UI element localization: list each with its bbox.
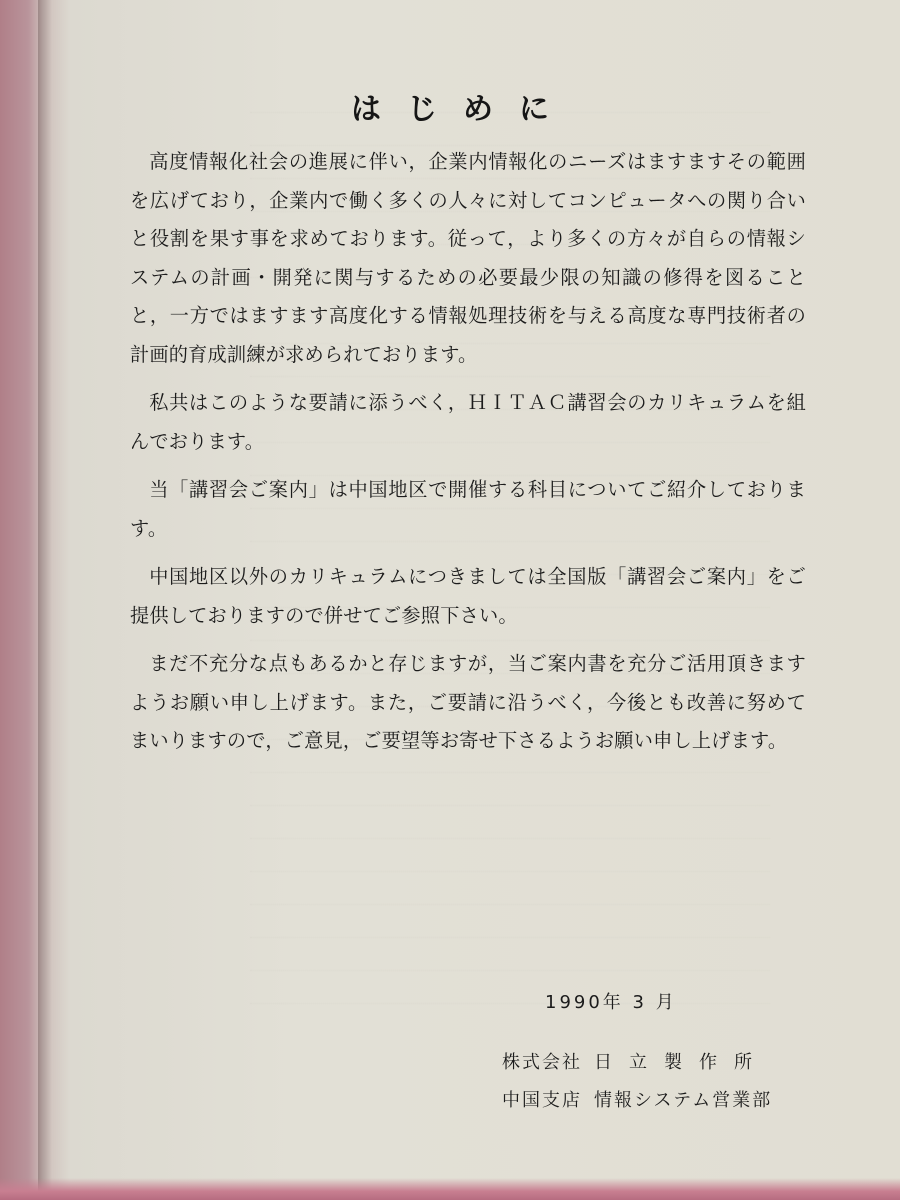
company-prefix: 株式会社	[502, 1052, 582, 1073]
paragraph: 中国地区以外のカリキュラムにつきましては全国版「講習会ご案内」をご提供しておりますので併せてご参照下さい。	[130, 565, 806, 627]
company-line	[470, 1048, 800, 1074]
body-text	[130, 143, 806, 761]
issue-date: 1990年 3 月	[545, 992, 677, 1013]
paragraph: 私共はこのような要請に添うべく，ＨＩＴＡＣ講習会のカリキュラムを組んでおります。	[130, 391, 806, 453]
branch-line	[470, 1086, 800, 1112]
signature-block	[470, 988, 800, 1112]
page-bottom-edge	[0, 1178, 900, 1200]
paragraph: まだ不充分な点もあるかと存じますが，当ご案内書を充分ご活用頂きますようお願い申し上げます。また，ご要請に沿うべく，今後とも改善に努めてまいりますので，ご意見，ご要望等お寄せ下さるようお願い申し上げます。	[130, 652, 806, 752]
branch-name: 情報システム営業部	[594, 1090, 773, 1111]
company-name: 日立製作所	[594, 1052, 769, 1073]
branch-prefix: 中国支店	[502, 1090, 582, 1111]
binding-shadow	[38, 0, 52, 1200]
page-title: はじめに	[351, 92, 575, 128]
paragraph: 当「講習会ご案内」は中国地区で開催する科目についてご紹介しております。	[130, 478, 806, 540]
paragraph: 高度情報化社会の進展に伴い，企業内情報化のニーズはますますその範囲を広げており，企業内で働く多くの人々に対してコンピュータへの関り合いと役割を果す事を求めております。従って，より多くの方々が自らの情報システムの計画・開発に関与するための必要最少限の知識の修得を図ることと，一方ではますます高度化する情報処理技術を与える高度な専門技術者の計画的育成訓練が求められております。	[130, 150, 806, 366]
